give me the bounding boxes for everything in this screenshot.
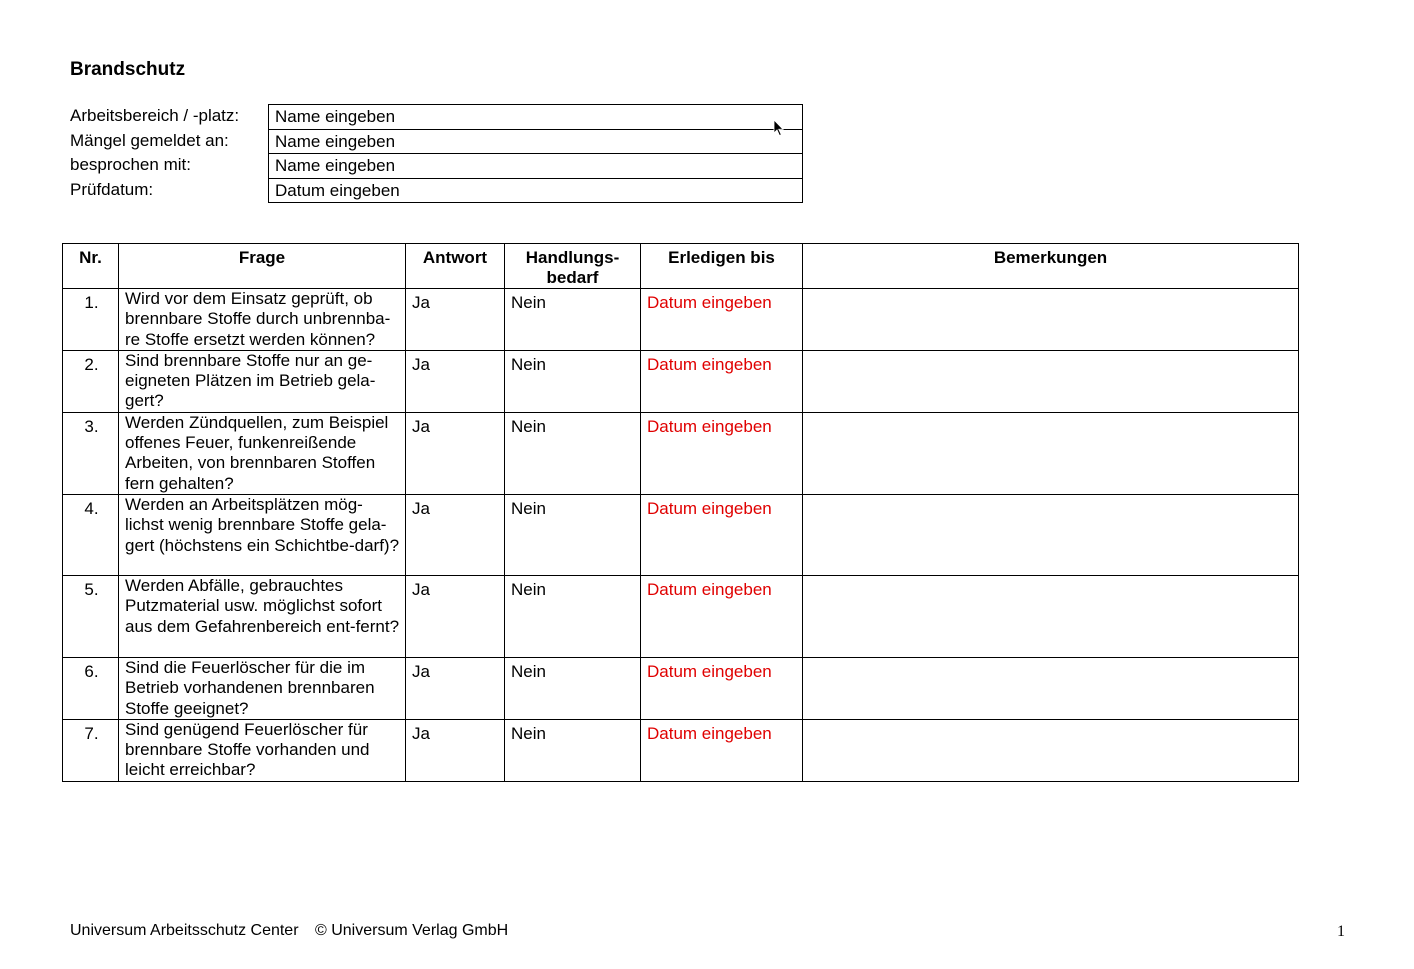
due-date-field[interactable]: Datum eingeben [641, 494, 803, 575]
answer-ja[interactable]: Ja [406, 494, 505, 575]
checklist-table [62, 243, 1299, 782]
arbeitsbereich-field[interactable]: Name eingeben [268, 104, 803, 129]
row-question: Sind die Feuerlöscher für die im Betrieb vorhandenen brennbaren Stoffe geeignet? [119, 657, 406, 719]
row-question: Werden Zündquellen, zum Beispiel offenes Feuer, funkenreißende Arbeiten, von brennbaren Stoffen fern gehalten? [119, 412, 406, 494]
answer-ja[interactable]: Ja [406, 350, 505, 412]
table-row [63, 575, 1299, 657]
meta-label: Arbeitsbereich / -platz: [70, 106, 240, 125]
answer-nein[interactable]: Nein [505, 412, 641, 494]
header-handlungsbedarf-line1: Handlungs- [525, 248, 620, 267]
remarks-field[interactable] [803, 575, 1299, 657]
answer-nein[interactable]: Nein [505, 657, 641, 719]
due-date-field[interactable]: Datum eingeben [641, 350, 803, 412]
due-date-field[interactable]: Datum eingeben [641, 575, 803, 657]
row-number: 4. [63, 494, 119, 575]
header-handlungsbedarf-line2: bedarf [546, 268, 599, 287]
row-question: Sind genügend Feuerlöscher für brennbare Stoffe vorhanden und leicht erreichbar? [119, 719, 406, 781]
remarks-field[interactable] [803, 657, 1299, 719]
table-row [63, 289, 1299, 351]
due-date-field[interactable]: Datum eingeben [641, 719, 803, 781]
answer-nein[interactable]: Nein [505, 494, 641, 575]
header-nr: Nr. [63, 244, 119, 289]
header-erledigen-bis: Erledigen bis [641, 244, 803, 289]
table-row [63, 350, 1299, 412]
answer-nein[interactable]: Nein [505, 289, 641, 351]
row-number: 6. [63, 657, 119, 719]
answer-nein[interactable]: Nein [505, 719, 641, 781]
besprochen-mit-field[interactable]: Name eingeben [268, 153, 803, 178]
due-date-field[interactable]: Datum eingeben [641, 289, 803, 351]
footer-publisher: Universum Arbeitsschutz Center [70, 922, 299, 939]
header-handlungsbedarf [505, 244, 641, 289]
table-header-row [63, 244, 1299, 289]
remarks-field[interactable] [803, 350, 1299, 412]
answer-ja[interactable]: Ja [406, 412, 505, 494]
table-row [63, 719, 1299, 781]
remarks-field[interactable] [803, 289, 1299, 351]
answer-ja[interactable]: Ja [406, 657, 505, 719]
answer-ja[interactable]: Ja [406, 719, 505, 781]
due-date-field[interactable]: Datum eingeben [641, 412, 803, 494]
row-question: Werden Abfälle, gebrauchtes Putzmaterial usw. möglichst sofort aus dem Gefahrenbereich ent-fernt? [119, 575, 406, 657]
meta-label: Prüfdatum: [70, 179, 154, 199]
row-number: 5. [63, 575, 119, 657]
row-number: 3. [63, 412, 119, 494]
table-row [63, 657, 1299, 719]
row-number: 2. [63, 350, 119, 412]
row-question: Werden an Arbeitsplätzen mög-lichst wenig brennbare Stoffe gela-gert (höchstens ein Schichtbe-darf)? [119, 494, 406, 575]
remarks-field[interactable] [803, 719, 1299, 781]
header-antwort: Antwort [406, 244, 505, 289]
table-row [63, 412, 1299, 494]
due-date-field[interactable]: Datum eingeben [641, 657, 803, 719]
row-question: Wird vor dem Einsatz geprüft, ob brennbare Stoffe durch unbrennba-re Stoffe ersetzt werden können? [119, 289, 406, 351]
maengel-gemeldet-field[interactable]: Name eingeben [268, 129, 803, 154]
mouse-pointer-icon [773, 119, 784, 137]
answer-nein[interactable]: Nein [505, 575, 641, 657]
remarks-field[interactable] [803, 494, 1299, 575]
footer-copyright: © Universum Verlag GmbH [314, 922, 509, 939]
table-row [63, 494, 1299, 575]
answer-nein[interactable]: Nein [505, 350, 641, 412]
remarks-field[interactable] [803, 412, 1299, 494]
footer [70, 922, 508, 940]
answer-ja[interactable]: Ja [406, 289, 505, 351]
header-bemerkungen: Bemerkungen [803, 244, 1299, 289]
answer-ja[interactable]: Ja [406, 575, 505, 657]
pruefdatum-field[interactable]: Datum eingeben [268, 178, 803, 204]
document-title: Brandschutz [70, 59, 186, 80]
meta-label: besprochen mit: [70, 155, 191, 174]
row-number: 1. [63, 289, 119, 351]
meta-label: Mängel gemeldet an: [70, 130, 229, 150]
row-number: 7. [63, 719, 119, 781]
row-question: Sind brennbare Stoffe nur an ge-eigneten Plätzen im Betrieb gela-gert? [119, 350, 406, 412]
header-frage: Frage [119, 244, 406, 289]
page-number: 1 [1337, 923, 1345, 940]
